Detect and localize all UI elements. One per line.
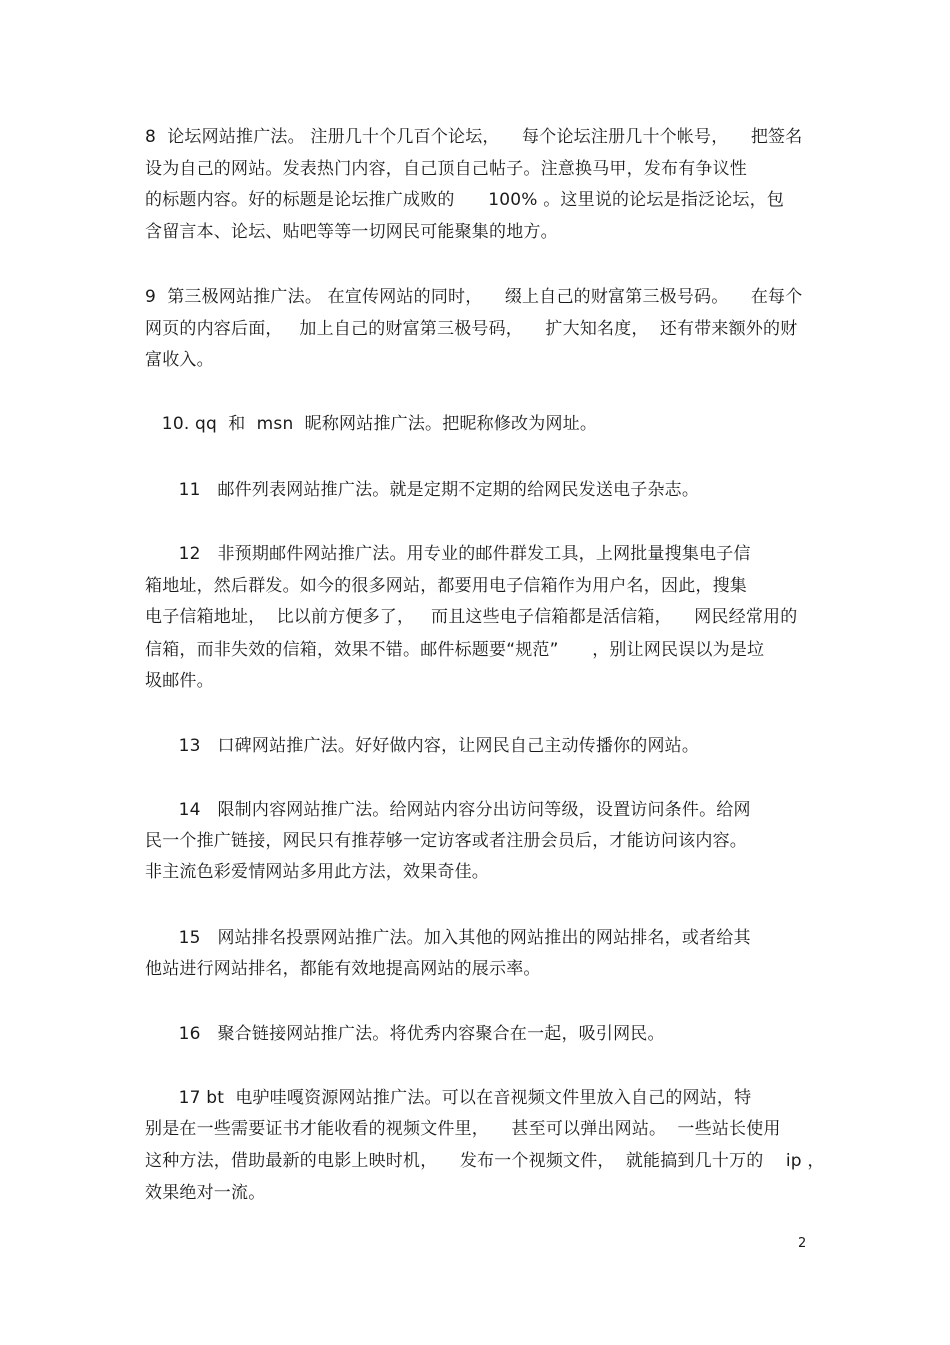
paragraph-line: 他站进行网站排名，都能有效地提高网站的展示率。 — [145, 959, 541, 979]
paragraph-line: 15 网站排名投票网站推广法。加入其他的网站推出的网站排名，或者给其 — [145, 928, 751, 948]
paragraph-line: 17 bt 电驴哇嘎资源网站推广法。可以在音视频文件里放入自己的网站，特 — [145, 1088, 752, 1108]
paragraph-line: 含留言本、论坛、贴吧等等一切网民可能聚集的地方。 — [145, 222, 558, 242]
paragraph-line: 别是在一些需要证书才能收看的视频文件里， 甚至可以弹出网站。 一些站长使用 — [145, 1119, 781, 1139]
paragraph-line: 这种方法，借助最新的电影上映时机， 发布一个视频文件， 就能搞到几十万的 ip ， — [145, 1151, 825, 1171]
paragraph-line: 设为自己的网站。发表热门内容，自己顶自己帖子。注意换马甲，发布有争议性 — [145, 159, 747, 179]
paragraph-line: 富收入。 — [145, 350, 214, 370]
paragraph-line: 9 第三极网站推广法。 在宣传网站的同时， 缀上自己的财富第三极号码。 在每个 — [145, 287, 803, 307]
paragraph-line: 民一个推广链接，网民只有推荐够一定访客或者注册会员后，才能访问该内容。 — [145, 831, 747, 851]
paragraph-line: 圾邮件。 — [145, 671, 214, 691]
page-number: 2 — [798, 1236, 807, 1251]
paragraph-line: 14 限制内容网站推广法。给网站内容分出访问等级，设置访问条件。给网 — [145, 800, 751, 820]
paragraph-line: 网页的内容后面， 加上自己的财富第三极号码， 扩大知名度， 还有带来额外的财 — [145, 319, 798, 339]
paragraph-line: 非主流色彩爱情网站多用此方法，效果奇佳。 — [145, 862, 489, 882]
paragraph-line: 10. qq 和 msn 昵称网站推广法。把昵称修改为网址。 — [145, 414, 598, 434]
paragraph-line: 13 口碑网站推广法。好好做内容，让网民自己主动传播你的网站。 — [145, 736, 700, 756]
paragraph-line: 的标题内容。好的标题是论坛推广成败的 100% 。这里说的论坛是指泛论坛，包 — [145, 190, 785, 210]
paragraph-line: 8 论坛网站推广法。 注册几十个几百个论坛， 每个论坛注册几十个帐号， 把签名 — [145, 127, 803, 147]
paragraph-line: 16 聚合链接网站推广法。将优秀内容聚合在一起，吸引网民。 — [145, 1024, 665, 1044]
paragraph-line: 11 邮件列表网站推广法。就是定期不定期的给网民发送电子杂志。 — [145, 480, 700, 500]
paragraph-line: 信箱，而非失效的信箱，效果不错。邮件标题要“规范” ，别让网民误以为是垃 — [145, 640, 765, 660]
paragraph-line: 箱地址，然后群发。如今的很多网站，都要用电子信箱作为用户名，因此，搜集 — [145, 576, 747, 596]
paragraph-line: 12 非预期邮件网站推广法。用专业的邮件群发工具，上网批量搜集电子信 — [145, 544, 751, 564]
paragraph-line: 电子信箱地址， 比以前方便多了， 而且这些电子信箱都是活信箱， 网民经常用的 — [145, 607, 798, 627]
paragraph-line: 效果绝对一流。 — [145, 1183, 266, 1203]
